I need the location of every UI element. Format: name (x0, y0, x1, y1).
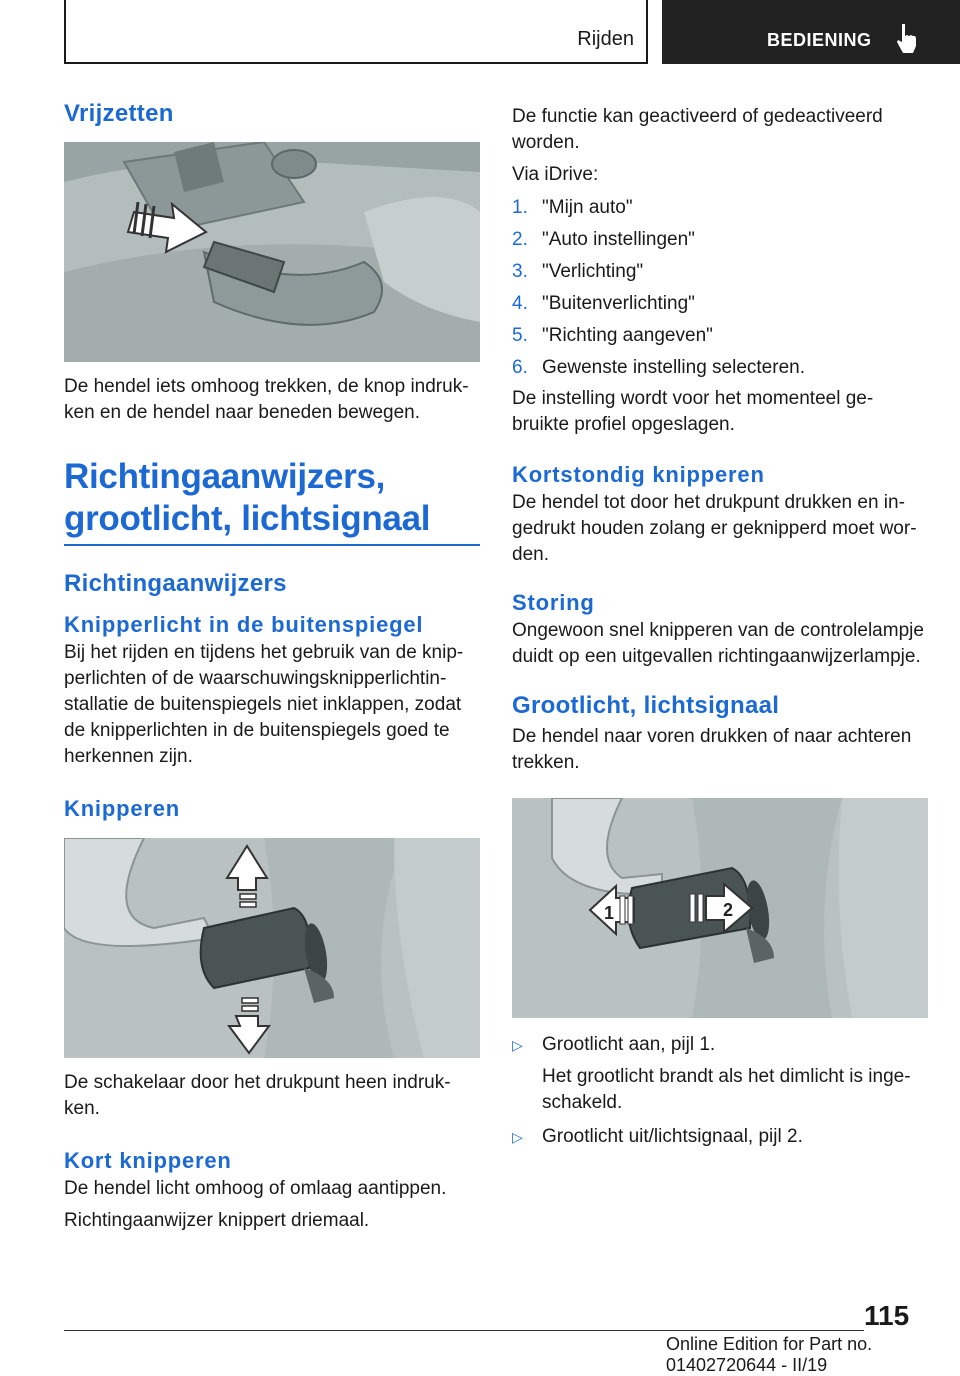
paragraph-storing: Ongewoon snel knipperen van de controlelampje duidt op een uitgevallen richtingaanwijzerlampje. (512, 620, 924, 667)
list-item: 4. "Buitenverlichting" (512, 293, 695, 314)
pointing-hand-icon (894, 22, 920, 54)
paragraph-knipperen: De schakelaar door het drukpunt heen indruk-ken. (64, 1072, 451, 1119)
paragraph-vrijzetten: De hendel iets omhoog trekken, de knop indruk-ken en de hendel naar beneden bewegen. (64, 376, 469, 423)
header-section-box (64, 0, 648, 64)
heading-richtingaanwijzers: Richtingaanwijzers (64, 570, 287, 597)
list-item: 2. "Auto instellingen" (512, 229, 695, 250)
paragraph-functie: De functie kan geactiveerd of gedeactiveerd worden. (512, 106, 883, 153)
list-item: 6. Gewenste instelling selecteren. (512, 357, 805, 378)
heading-knipperlicht-buitenspiegel: Knipperlicht in de buitenspiegel (64, 612, 424, 637)
heading-storing: Storing (512, 590, 595, 615)
heading-kort-knipperen: Kort knipperen (64, 1148, 232, 1173)
footer-divider (64, 1330, 864, 1331)
paragraph-kortstondig: De hendel tot door het drukpunt drukken en in-gedrukt houden zolang er geknipperd moet wor-den. (512, 492, 917, 565)
list-item: ▷ Grootlicht aan, pijl 1. Het grootlicht brandt als het dimlicht is inge-schakeld. (512, 1032, 928, 1116)
triangle-bullet-icon: ▷ (512, 1129, 523, 1145)
arrow-label-1: 1 (604, 903, 615, 923)
paragraph-via-idrive: Via iDrive: (512, 164, 599, 185)
list-item: 1. "Mijn auto" (512, 197, 633, 218)
figure-high-beam-lever (512, 798, 928, 1018)
list-item: 3. "Verlichting" (512, 261, 644, 282)
main-heading-block (64, 456, 480, 546)
paragraph-knipperlicht: Bij het rijden en tijdens het gebruik van de knip-perlichten of de waarschuwingsknipperlichtin-stallatie de buitenspiegels niet inklappen, zodat de knipperlichten in de buitenspiegels goed te herkennen zijn. (64, 642, 464, 767)
paragraph-kort-1: De hendel licht omhoog of omlaag aantippen. (64, 1178, 447, 1199)
footer-edition-text: Online Edition for Part no. 01402720644 - II/19 (666, 1334, 873, 1375)
left-column (64, 100, 480, 1234)
triangle-bullet-icon: ▷ (512, 1037, 523, 1053)
header-chapter-title: BEDIENING (767, 30, 872, 50)
figure-turn-signal-lever (64, 838, 480, 1058)
turn-signal-illustration (64, 838, 480, 1058)
high-beam-illustration (512, 798, 928, 1018)
arrow-label-2: 2 (723, 900, 734, 920)
header-chapter-tab (662, 0, 960, 64)
page-number: 115 (864, 1300, 910, 1331)
paragraph-grootlicht: De hendel naar voren drukken of naar achteren trekken. (512, 726, 912, 773)
handbrake-illustration (64, 142, 480, 362)
heading-richtingaanwijzers-main: Richtingaanwijzers, grootlicht, lichtsignaal (64, 457, 431, 538)
figure-handbrake (64, 142, 480, 362)
paragraph-instelling: De instelling wordt voor het momenteel ge-bruikte profiel opgeslagen. (512, 388, 874, 435)
high-beam-bullet-list (512, 1032, 928, 1150)
heading-grootlicht: Grootlicht, lichtsignaal (512, 692, 780, 719)
header-section-title: Rijden (577, 28, 634, 50)
heading-kortstondig-knipperen: Kortstondig knipperen (512, 462, 765, 487)
list-item: 5. "Richting aangeven" (512, 325, 713, 346)
list-item: ▷ Grootlicht uit/lichtsignaal, pijl 2. (512, 1124, 928, 1150)
paragraph-kort-2: Richtingaanwijzer knippert driemaal. (64, 1210, 370, 1231)
right-column (512, 104, 928, 1150)
idrive-steps-list (512, 192, 928, 384)
heading-knipperen: Knipperen (64, 796, 180, 821)
bullet-sub-text: Het grootlicht brandt als het dimlicht is inge-schakeld. (542, 1066, 911, 1113)
heading-vrijzetten: Vrijzetten (64, 100, 174, 127)
